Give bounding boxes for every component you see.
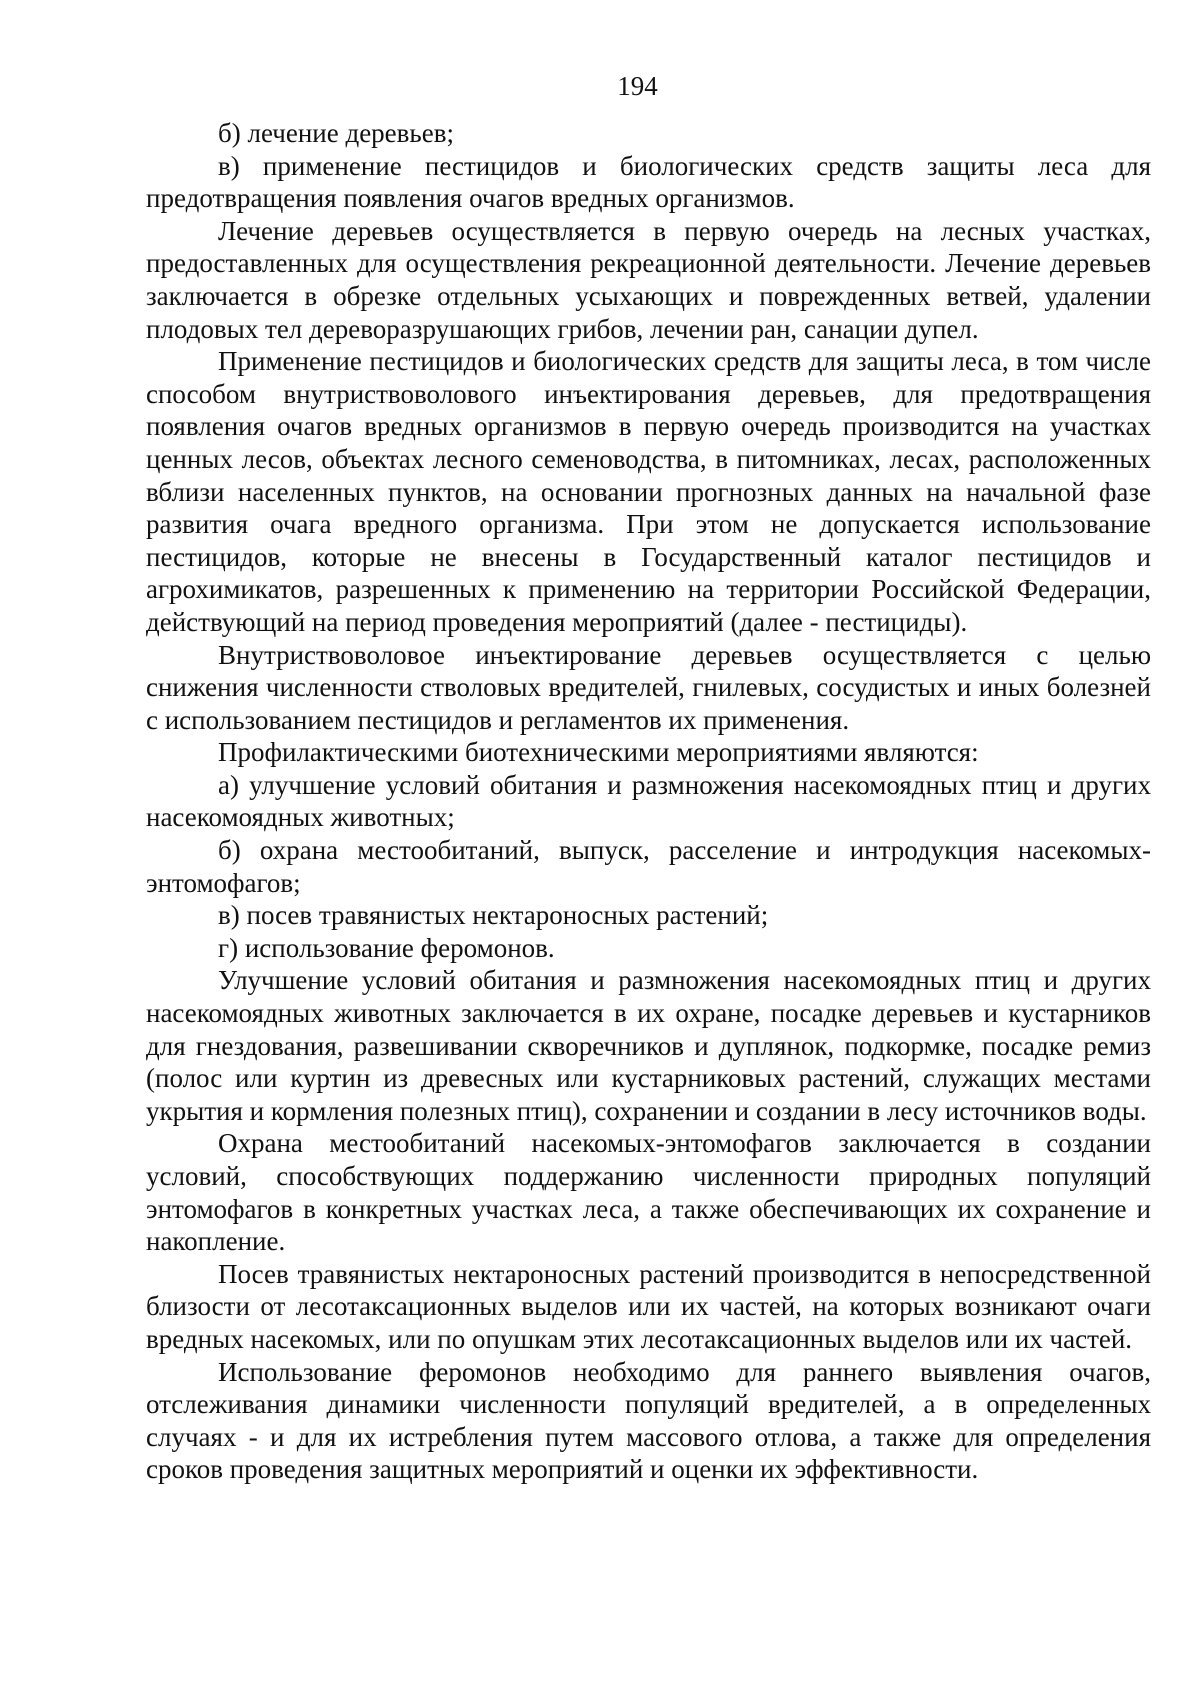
paragraph-biotechnical-measures-intro: Профилактическими биотехническими мероприятиями являются: [218, 737, 979, 768]
paragraph-entomophage-habitat: Охрана местообитаний насекомых-энтомофагов заключается в создании условий, способствующих поддержанию численности природных популяций энтомофагов в конкретных участках леса, а также обеспечивающих их сохранение и накопление. [146, 1128, 1151, 1257]
paragraph-list-item-v-nectar-plants: в) посев травянистых нектароносных растений; [218, 900, 769, 931]
paragraph-pheromone-use: Использование феромонов необходимо для раннего выявления очагов, отслеживания динамики численности популяций вредителей, а в определенных случаях - и для их истребления путем массового отлова, а также для определения сроков проведения защитных мероприятий и оценки их эффективности. [146, 1356, 1151, 1485]
paragraph-bird-habitat: Улучшение условий обитания и размножения насекомоядных птиц и других насекомоядных животных заключается в их охране, посадке деревьев и кустарников для гнездования, развешивании скворечников и дуплянок, подкормке, посадке ремиз (полос или куртин из древесных или кустарниковых растений, служащих местами укрытия и кормления полезных птиц), сохранении и создании в лесу источников воды. [146, 965, 1151, 1126]
paragraph-list-item-a-birds: а) улучшение условий обитания и размножения насекомоядных птиц и других насекомоядных животных; [146, 769, 1151, 833]
paragraph-nectar-planting: Посев травянистых нектароносных растений производится в непосредственной близости от лесотаксационных выделов или их частей, на которых возникают очаги вредных насекомых, или по опушкам этих лесотаксационных выделов или их частей. [146, 1258, 1151, 1354]
paragraph-trunk-injection: Внутриствоволовое инъектирование деревьев осуществляется с целью снижения численности стволовых вредителей, гнилевых, сосудистых и иных болезней с использованием пестицидов и регламентов их применения. [146, 639, 1151, 735]
paragraph-list-item-g-pheromones: г) использование феромонов. [218, 932, 555, 963]
paragraph-list-item-b-entomophages: б) охрана местообитаний, выпуск, расселение и интродукция насекомых-энтомофагов; [146, 835, 1151, 898]
page-number: 194 [617, 71, 658, 101]
paragraph-list-item-b-tree-treatment: б) лечение деревьев; [218, 118, 454, 148]
paragraph-tree-treatment: Лечение деревьев осуществляется в первую очередь на лесных участках, предоставленных для осуществления рекреационной деятельности. Лечение деревьев заключается в обрезке отдельных усыхающих и поврежденных ветвей, удалении плодовых тел дереворазрушающих грибов, лечении ран, санации дупел. [146, 215, 1151, 344]
paragraph-pesticide-application: Применение пестицидов и биологических средств для защиты леса, в том числе способом внутриствоволового инъектирования деревьев, для предотвращения появления очагов вредных организмов в первую очередь производится на участках ценных лесов, объектах лесного семеноводства, в питомниках, лесах, расположенных вблизи населенных пунктов, на основании прогнозных данных на начальной фазе развития очага вредного организма. При этом не допускается использование пестицидов, которые не внесены в Государственный каталог пестицидов и агрохимикатов, разрешенных к применению на территории Российской Федерации, действующий на период проведения мероприятий (далее - пестициды). [146, 346, 1151, 637]
document-body [146, 117, 1151, 1486]
paragraph-list-item-v-pesticides: в) применение пестицидов и биологических средств защиты леса для предотвращения появления очагов вредных организмов. [146, 150, 1151, 214]
